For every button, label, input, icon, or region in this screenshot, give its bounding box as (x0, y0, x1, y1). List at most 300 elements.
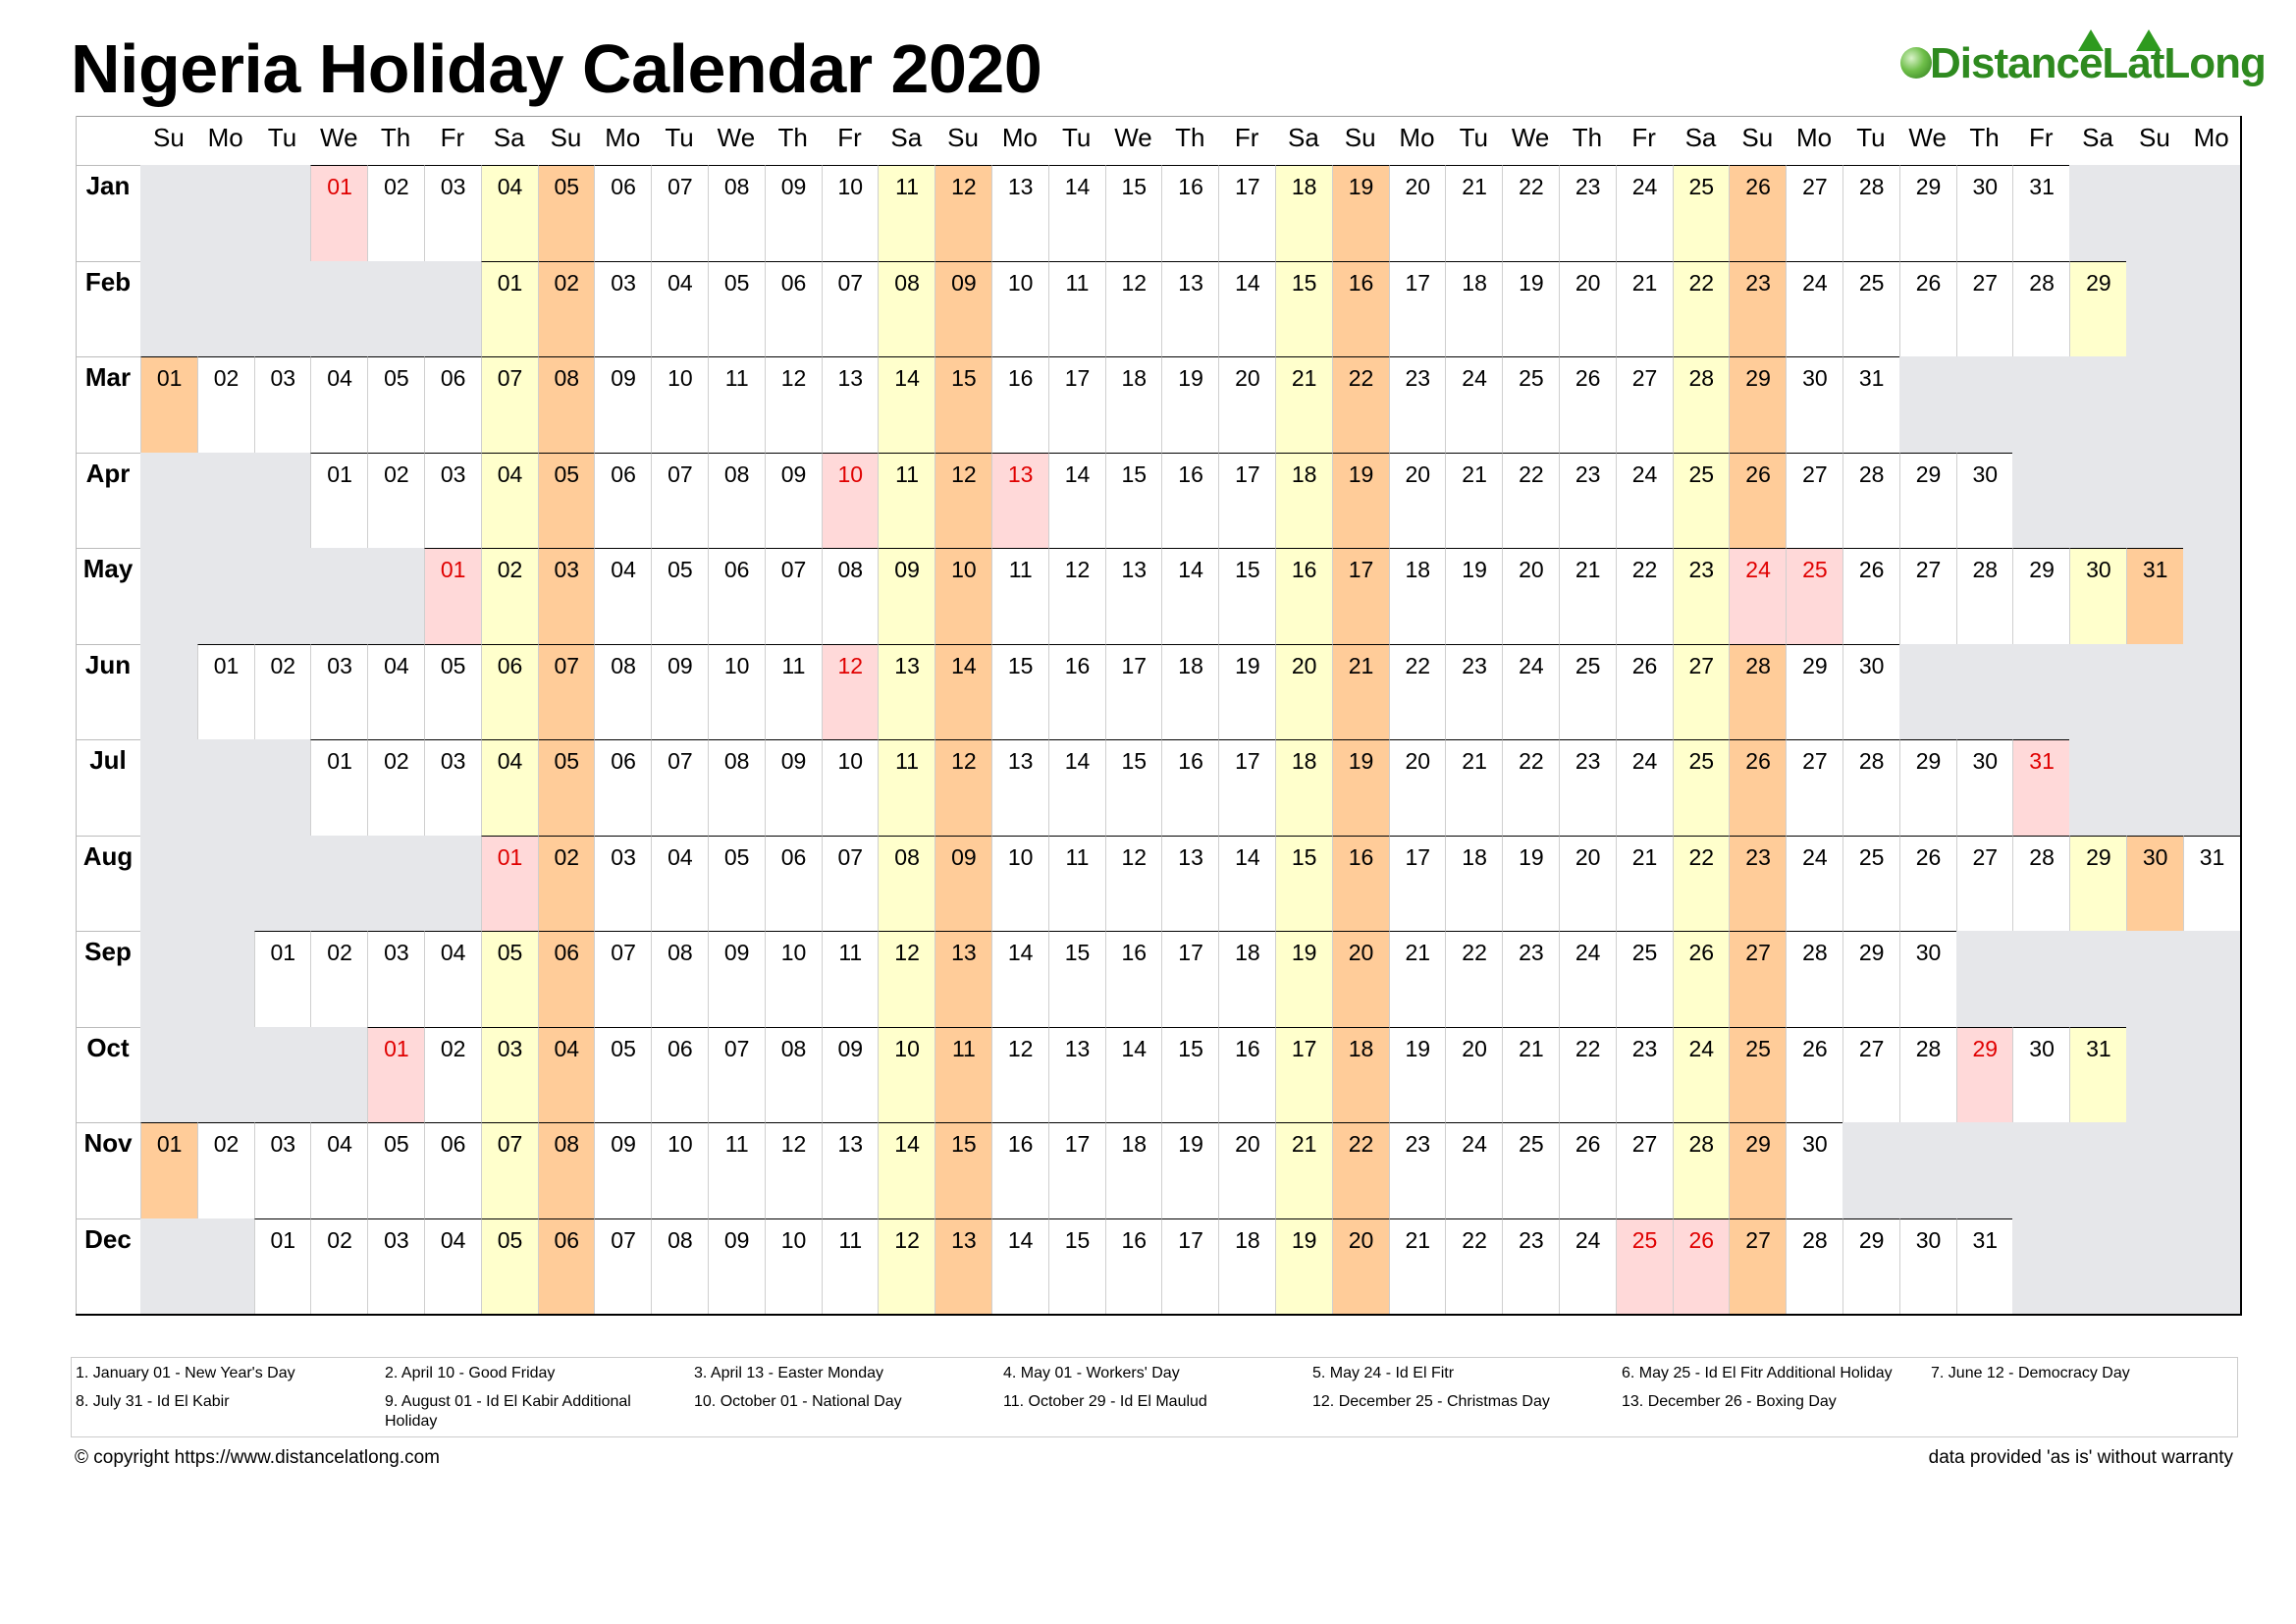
day-cell[interactable]: 02 (310, 1218, 367, 1315)
day-cell[interactable]: 26 (1559, 356, 1616, 453)
day-cell[interactable]: 10 (765, 931, 822, 1027)
day-cell[interactable]: 15 (1161, 1027, 1218, 1123)
day-cell[interactable]: 28 (1786, 1218, 1842, 1315)
day-cell[interactable]: 22 (1332, 356, 1389, 453)
day-cell[interactable]: 20 (1218, 356, 1275, 453)
day-cell[interactable]: 06 (594, 165, 651, 261)
day-cell[interactable]: 06 (708, 548, 765, 644)
day-cell[interactable]: 25 (1673, 453, 1730, 549)
day-cell[interactable]: 22 (1673, 261, 1730, 357)
day-cell[interactable]: 04 (594, 548, 651, 644)
day-cell[interactable]: 29 (2069, 261, 2126, 357)
day-cell[interactable]: 27 (1899, 548, 1956, 644)
day-cell[interactable]: 21 (1502, 1027, 1559, 1123)
day-cell[interactable]: 17 (1105, 644, 1162, 740)
day-cell[interactable]: 09 (822, 1027, 879, 1123)
day-cell[interactable]: 05 (538, 453, 595, 549)
day-cell[interactable]: 31 (1956, 1218, 2013, 1315)
day-cell[interactable]: 23 (1616, 1027, 1673, 1123)
day-cell[interactable]: 17 (1218, 165, 1275, 261)
day-cell[interactable]: 01 (254, 931, 311, 1027)
day-cell[interactable]: 22 (1389, 644, 1446, 740)
day-cell[interactable]: 11 (822, 931, 879, 1027)
day-cell[interactable]: 01 (367, 1027, 424, 1123)
day-cell[interactable]: 02 (481, 548, 538, 644)
day-cell[interactable]: 18 (1218, 931, 1275, 1027)
day-cell[interactable]: 22 (1502, 739, 1559, 836)
day-cell[interactable]: 06 (538, 931, 595, 1027)
day-cell[interactable]: 13 (934, 931, 991, 1027)
day-cell[interactable]: 07 (651, 739, 708, 836)
day-cell[interactable]: 29 (1899, 739, 1956, 836)
day-cell[interactable]: 07 (822, 261, 879, 357)
day-cell[interactable]: 17 (1218, 453, 1275, 549)
day-cell[interactable]: 18 (1332, 1027, 1389, 1123)
day-cell[interactable]: 12 (934, 739, 991, 836)
day-cell[interactable]: 30 (1899, 931, 1956, 1027)
day-cell[interactable]: 20 (1559, 261, 1616, 357)
day-cell[interactable]: 21 (1616, 836, 1673, 932)
day-cell[interactable]: 04 (651, 836, 708, 932)
day-cell[interactable]: 26 (1729, 453, 1786, 549)
day-cell[interactable]: 10 (991, 836, 1048, 932)
day-cell[interactable]: 21 (1389, 1218, 1446, 1315)
day-cell[interactable]: 13 (1048, 1027, 1105, 1123)
day-cell[interactable]: 05 (367, 1122, 424, 1218)
day-cell[interactable]: 12 (991, 1027, 1048, 1123)
day-cell[interactable]: 30 (1899, 1218, 1956, 1315)
day-cell[interactable]: 05 (594, 1027, 651, 1123)
day-cell[interactable]: 22 (1332, 1122, 1389, 1218)
day-cell[interactable]: 18 (1275, 739, 1332, 836)
day-cell[interactable]: 09 (934, 836, 991, 932)
day-cell[interactable]: 08 (708, 739, 765, 836)
day-cell[interactable]: 27 (1786, 453, 1842, 549)
day-cell[interactable]: 21 (1445, 165, 1502, 261)
day-cell[interactable]: 15 (1048, 1218, 1105, 1315)
day-cell[interactable]: 01 (310, 453, 367, 549)
day-cell[interactable]: 19 (1332, 453, 1389, 549)
day-cell[interactable]: 19 (1389, 1027, 1446, 1123)
day-cell[interactable]: 06 (651, 1027, 708, 1123)
day-cell[interactable]: 20 (1445, 1027, 1502, 1123)
day-cell[interactable]: 26 (1673, 1218, 1730, 1315)
day-cell[interactable]: 09 (765, 165, 822, 261)
day-cell[interactable]: 19 (1161, 1122, 1218, 1218)
day-cell[interactable]: 17 (1048, 1122, 1105, 1218)
day-cell[interactable]: 18 (1445, 836, 1502, 932)
day-cell[interactable]: 11 (991, 548, 1048, 644)
day-cell[interactable]: 05 (481, 1218, 538, 1315)
day-cell[interactable]: 28 (1729, 644, 1786, 740)
day-cell[interactable]: 30 (1956, 739, 2013, 836)
day-cell[interactable]: 20 (1332, 1218, 1389, 1315)
day-cell[interactable]: 19 (1161, 356, 1218, 453)
day-cell[interactable]: 04 (481, 453, 538, 549)
day-cell[interactable]: 25 (1502, 1122, 1559, 1218)
day-cell[interactable]: 15 (991, 644, 1048, 740)
day-cell[interactable]: 22 (1616, 548, 1673, 644)
day-cell[interactable]: 26 (1729, 739, 1786, 836)
day-cell[interactable]: 15 (1218, 548, 1275, 644)
day-cell[interactable]: 17 (1218, 739, 1275, 836)
day-cell[interactable]: 29 (2069, 836, 2126, 932)
day-cell[interactable]: 30 (1956, 453, 2013, 549)
day-cell[interactable]: 03 (367, 931, 424, 1027)
day-cell[interactable]: 04 (481, 739, 538, 836)
day-cell[interactable]: 18 (1445, 261, 1502, 357)
day-cell[interactable]: 24 (1616, 453, 1673, 549)
day-cell[interactable]: 21 (1616, 261, 1673, 357)
day-cell[interactable]: 05 (538, 165, 595, 261)
day-cell[interactable]: 09 (878, 548, 934, 644)
day-cell[interactable]: 19 (1502, 261, 1559, 357)
day-cell[interactable]: 24 (1559, 1218, 1616, 1315)
day-cell[interactable]: 27 (1729, 931, 1786, 1027)
day-cell[interactable]: 08 (708, 453, 765, 549)
day-cell[interactable]: 13 (822, 1122, 879, 1218)
day-cell[interactable]: 04 (651, 261, 708, 357)
day-cell[interactable]: 20 (1389, 165, 1446, 261)
day-cell[interactable]: 27 (1956, 836, 2013, 932)
day-cell[interactable]: 04 (481, 165, 538, 261)
day-cell[interactable]: 21 (1559, 548, 1616, 644)
day-cell[interactable]: 02 (197, 1122, 254, 1218)
day-cell[interactable]: 28 (1842, 453, 1899, 549)
day-cell[interactable]: 01 (481, 836, 538, 932)
day-cell[interactable]: 10 (765, 1218, 822, 1315)
day-cell[interactable]: 08 (878, 261, 934, 357)
day-cell[interactable]: 23 (1502, 931, 1559, 1027)
day-cell[interactable]: 16 (1161, 165, 1218, 261)
day-cell[interactable]: 16 (1275, 548, 1332, 644)
day-cell[interactable]: 01 (481, 261, 538, 357)
day-cell[interactable]: 09 (708, 1218, 765, 1315)
day-cell[interactable]: 28 (1899, 1027, 1956, 1123)
day-cell[interactable]: 24 (1559, 931, 1616, 1027)
day-cell[interactable]: 14 (1048, 739, 1105, 836)
day-cell[interactable]: 12 (765, 1122, 822, 1218)
day-cell[interactable]: 23 (1559, 453, 1616, 549)
day-cell[interactable]: 19 (1502, 836, 1559, 932)
day-cell[interactable]: 24 (1616, 165, 1673, 261)
day-cell[interactable]: 20 (1502, 548, 1559, 644)
day-cell[interactable]: 01 (424, 548, 481, 644)
day-cell[interactable]: 18 (1218, 1218, 1275, 1315)
day-cell[interactable]: 22 (1445, 1218, 1502, 1315)
day-cell[interactable]: 17 (1161, 931, 1218, 1027)
day-cell[interactable]: 23 (1673, 548, 1730, 644)
day-cell[interactable]: 14 (991, 1218, 1048, 1315)
day-cell[interactable]: 01 (310, 739, 367, 836)
day-cell[interactable]: 29 (1842, 1218, 1899, 1315)
day-cell[interactable]: 26 (1899, 261, 1956, 357)
day-cell[interactable]: 28 (1786, 931, 1842, 1027)
day-cell[interactable]: 07 (481, 1122, 538, 1218)
day-cell[interactable]: 22 (1502, 165, 1559, 261)
day-cell[interactable]: 14 (934, 644, 991, 740)
day-cell[interactable]: 03 (254, 1122, 311, 1218)
day-cell[interactable]: 27 (1786, 165, 1842, 261)
day-cell[interactable]: 03 (424, 739, 481, 836)
day-cell[interactable]: 24 (1445, 1122, 1502, 1218)
day-cell[interactable]: 31 (2183, 836, 2240, 932)
day-cell[interactable]: 17 (1389, 261, 1446, 357)
day-cell[interactable]: 24 (1729, 548, 1786, 644)
day-cell[interactable]: 02 (367, 453, 424, 549)
day-cell[interactable]: 12 (934, 165, 991, 261)
day-cell[interactable]: 17 (1048, 356, 1105, 453)
day-cell[interactable]: 21 (1445, 453, 1502, 549)
day-cell[interactable]: 09 (594, 356, 651, 453)
day-cell[interactable]: 31 (2012, 739, 2069, 836)
day-cell[interactable]: 13 (934, 1218, 991, 1315)
day-cell[interactable]: 25 (1502, 356, 1559, 453)
day-cell[interactable]: 07 (481, 356, 538, 453)
day-cell[interactable]: 14 (878, 1122, 934, 1218)
day-cell[interactable]: 16 (1332, 261, 1389, 357)
day-cell[interactable]: 14 (878, 356, 934, 453)
day-cell[interactable]: 29 (1956, 1027, 2013, 1123)
day-cell[interactable]: 12 (822, 644, 879, 740)
day-cell[interactable]: 12 (878, 931, 934, 1027)
day-cell[interactable]: 31 (2069, 1027, 2126, 1123)
day-cell[interactable]: 04 (310, 1122, 367, 1218)
day-cell[interactable]: 11 (1048, 836, 1105, 932)
day-cell[interactable]: 01 (197, 644, 254, 740)
day-cell[interactable]: 20 (1389, 453, 1446, 549)
day-cell[interactable]: 26 (1842, 548, 1899, 644)
day-cell[interactable]: 23 (1389, 1122, 1446, 1218)
day-cell[interactable]: 03 (594, 261, 651, 357)
day-cell[interactable]: 27 (1786, 739, 1842, 836)
day-cell[interactable]: 04 (424, 1218, 481, 1315)
day-cell[interactable]: 08 (538, 1122, 595, 1218)
day-cell[interactable]: 16 (1105, 1218, 1162, 1315)
day-cell[interactable]: 25 (1673, 165, 1730, 261)
day-cell[interactable]: 10 (651, 356, 708, 453)
day-cell[interactable]: 03 (254, 356, 311, 453)
day-cell[interactable]: 11 (708, 356, 765, 453)
day-cell[interactable]: 28 (1842, 165, 1899, 261)
day-cell[interactable]: 11 (934, 1027, 991, 1123)
day-cell[interactable]: 25 (1842, 261, 1899, 357)
day-cell[interactable]: 30 (2012, 1027, 2069, 1123)
day-cell[interactable]: 14 (1105, 1027, 1162, 1123)
day-cell[interactable]: 16 (991, 356, 1048, 453)
day-cell[interactable]: 07 (594, 931, 651, 1027)
day-cell[interactable]: 16 (1161, 453, 1218, 549)
day-cell[interactable]: 28 (1673, 356, 1730, 453)
day-cell[interactable]: 07 (594, 1218, 651, 1315)
day-cell[interactable]: 03 (424, 453, 481, 549)
day-cell[interactable]: 08 (651, 1218, 708, 1315)
day-cell[interactable]: 27 (1673, 644, 1730, 740)
day-cell[interactable]: 06 (765, 836, 822, 932)
day-cell[interactable]: 05 (538, 739, 595, 836)
day-cell[interactable]: 03 (310, 644, 367, 740)
day-cell[interactable]: 15 (934, 1122, 991, 1218)
day-cell[interactable]: 24 (1616, 739, 1673, 836)
day-cell[interactable]: 15 (1105, 739, 1162, 836)
day-cell[interactable]: 28 (2012, 836, 2069, 932)
day-cell[interactable]: 30 (1786, 1122, 1842, 1218)
day-cell[interactable]: 02 (424, 1027, 481, 1123)
day-cell[interactable]: 14 (1218, 261, 1275, 357)
day-cell[interactable]: 30 (2069, 548, 2126, 644)
day-cell[interactable]: 03 (481, 1027, 538, 1123)
day-cell[interactable]: 23 (1445, 644, 1502, 740)
day-cell[interactable]: 18 (1275, 453, 1332, 549)
day-cell[interactable]: 06 (594, 453, 651, 549)
day-cell[interactable]: 28 (1842, 739, 1899, 836)
day-cell[interactable]: 14 (1048, 453, 1105, 549)
day-cell[interactable]: 14 (1161, 548, 1218, 644)
day-cell[interactable]: 30 (1956, 165, 2013, 261)
day-cell[interactable]: 12 (1048, 548, 1105, 644)
day-cell[interactable]: 13 (878, 644, 934, 740)
day-cell[interactable]: 20 (1389, 739, 1446, 836)
day-cell[interactable]: 06 (594, 739, 651, 836)
day-cell[interactable]: 27 (1616, 1122, 1673, 1218)
day-cell[interactable]: 11 (708, 1122, 765, 1218)
day-cell[interactable]: 07 (765, 548, 822, 644)
day-cell[interactable]: 25 (1616, 1218, 1673, 1315)
day-cell[interactable]: 29 (1899, 453, 1956, 549)
day-cell[interactable]: 15 (1275, 836, 1332, 932)
day-cell[interactable]: 29 (2012, 548, 2069, 644)
day-cell[interactable]: 06 (424, 356, 481, 453)
day-cell[interactable]: 25 (1842, 836, 1899, 932)
day-cell[interactable]: 18 (1389, 548, 1446, 644)
day-cell[interactable]: 18 (1275, 165, 1332, 261)
day-cell[interactable]: 05 (708, 261, 765, 357)
day-cell[interactable]: 26 (1729, 165, 1786, 261)
day-cell[interactable]: 17 (1275, 1027, 1332, 1123)
day-cell[interactable]: 02 (367, 739, 424, 836)
day-cell[interactable]: 28 (1673, 1122, 1730, 1218)
day-cell[interactable]: 09 (651, 644, 708, 740)
day-cell[interactable]: 09 (594, 1122, 651, 1218)
day-cell[interactable]: 04 (424, 931, 481, 1027)
day-cell[interactable]: 05 (708, 836, 765, 932)
day-cell[interactable]: 12 (1105, 836, 1162, 932)
day-cell[interactable]: 13 (991, 453, 1048, 549)
day-cell[interactable]: 26 (1559, 1122, 1616, 1218)
day-cell[interactable]: 01 (140, 356, 197, 453)
day-cell[interactable]: 22 (1559, 1027, 1616, 1123)
day-cell[interactable]: 15 (934, 356, 991, 453)
day-cell[interactable]: 13 (1161, 836, 1218, 932)
day-cell[interactable]: 15 (1105, 165, 1162, 261)
day-cell[interactable]: 11 (765, 644, 822, 740)
day-cell[interactable]: 28 (1956, 548, 2013, 644)
day-cell[interactable]: 12 (878, 1218, 934, 1315)
day-cell[interactable]: 22 (1445, 931, 1502, 1027)
day-cell[interactable]: 04 (310, 356, 367, 453)
day-cell[interactable]: 20 (1332, 931, 1389, 1027)
day-cell[interactable]: 23 (1729, 836, 1786, 932)
day-cell[interactable]: 05 (651, 548, 708, 644)
day-cell[interactable]: 15 (1275, 261, 1332, 357)
day-cell[interactable]: 22 (1673, 836, 1730, 932)
day-cell[interactable]: 29 (1786, 644, 1842, 740)
day-cell[interactable]: 11 (878, 165, 934, 261)
day-cell[interactable]: 02 (197, 356, 254, 453)
day-cell[interactable]: 08 (878, 836, 934, 932)
day-cell[interactable]: 08 (708, 165, 765, 261)
day-cell[interactable]: 30 (1786, 356, 1842, 453)
day-cell[interactable]: 26 (1673, 931, 1730, 1027)
day-cell[interactable]: 09 (708, 931, 765, 1027)
day-cell[interactable]: 18 (1105, 356, 1162, 453)
day-cell[interactable]: 16 (1105, 931, 1162, 1027)
day-cell[interactable]: 10 (991, 261, 1048, 357)
day-cell[interactable]: 23 (1559, 165, 1616, 261)
day-cell[interactable]: 08 (594, 644, 651, 740)
day-cell[interactable]: 24 (1786, 261, 1842, 357)
day-cell[interactable]: 12 (765, 356, 822, 453)
day-cell[interactable]: 28 (2012, 261, 2069, 357)
day-cell[interactable]: 29 (1899, 165, 1956, 261)
day-cell[interactable]: 03 (538, 548, 595, 644)
day-cell[interactable]: 17 (1161, 1218, 1218, 1315)
day-cell[interactable]: 25 (1559, 644, 1616, 740)
day-cell[interactable]: 16 (1218, 1027, 1275, 1123)
day-cell[interactable]: 02 (367, 165, 424, 261)
day-cell[interactable]: 03 (424, 165, 481, 261)
day-cell[interactable]: 19 (1445, 548, 1502, 644)
day-cell[interactable]: 27 (1842, 1027, 1899, 1123)
day-cell[interactable]: 07 (651, 453, 708, 549)
day-cell[interactable]: 02 (538, 836, 595, 932)
day-cell[interactable]: 12 (934, 453, 991, 549)
day-cell[interactable]: 25 (1786, 548, 1842, 644)
day-cell[interactable]: 19 (1275, 1218, 1332, 1315)
day-cell[interactable]: 03 (594, 836, 651, 932)
day-cell[interactable]: 30 (1842, 644, 1899, 740)
day-cell[interactable]: 30 (2126, 836, 2183, 932)
day-cell[interactable]: 24 (1786, 836, 1842, 932)
day-cell[interactable]: 13 (1161, 261, 1218, 357)
day-cell[interactable]: 20 (1275, 644, 1332, 740)
day-cell[interactable]: 31 (2126, 548, 2183, 644)
day-cell[interactable]: 02 (254, 644, 311, 740)
day-cell[interactable]: 07 (538, 644, 595, 740)
day-cell[interactable]: 08 (765, 1027, 822, 1123)
day-cell[interactable]: 01 (140, 1122, 197, 1218)
day-cell[interactable]: 04 (538, 1027, 595, 1123)
day-cell[interactable]: 10 (708, 644, 765, 740)
day-cell[interactable]: 01 (254, 1218, 311, 1315)
day-cell[interactable]: 18 (1161, 644, 1218, 740)
day-cell[interactable]: 10 (822, 453, 879, 549)
day-cell[interactable]: 14 (991, 931, 1048, 1027)
day-cell[interactable]: 13 (991, 165, 1048, 261)
day-cell[interactable]: 01 (310, 165, 367, 261)
day-cell[interactable]: 15 (1105, 453, 1162, 549)
day-cell[interactable]: 07 (708, 1027, 765, 1123)
day-cell[interactable]: 02 (538, 261, 595, 357)
day-cell[interactable]: 05 (424, 644, 481, 740)
day-cell[interactable]: 16 (1048, 644, 1105, 740)
day-cell[interactable]: 27 (1729, 1218, 1786, 1315)
day-cell[interactable]: 21 (1332, 644, 1389, 740)
day-cell[interactable]: 16 (1332, 836, 1389, 932)
day-cell[interactable]: 17 (1332, 548, 1389, 644)
day-cell[interactable]: 18 (1105, 1122, 1162, 1218)
day-cell[interactable]: 13 (822, 356, 879, 453)
